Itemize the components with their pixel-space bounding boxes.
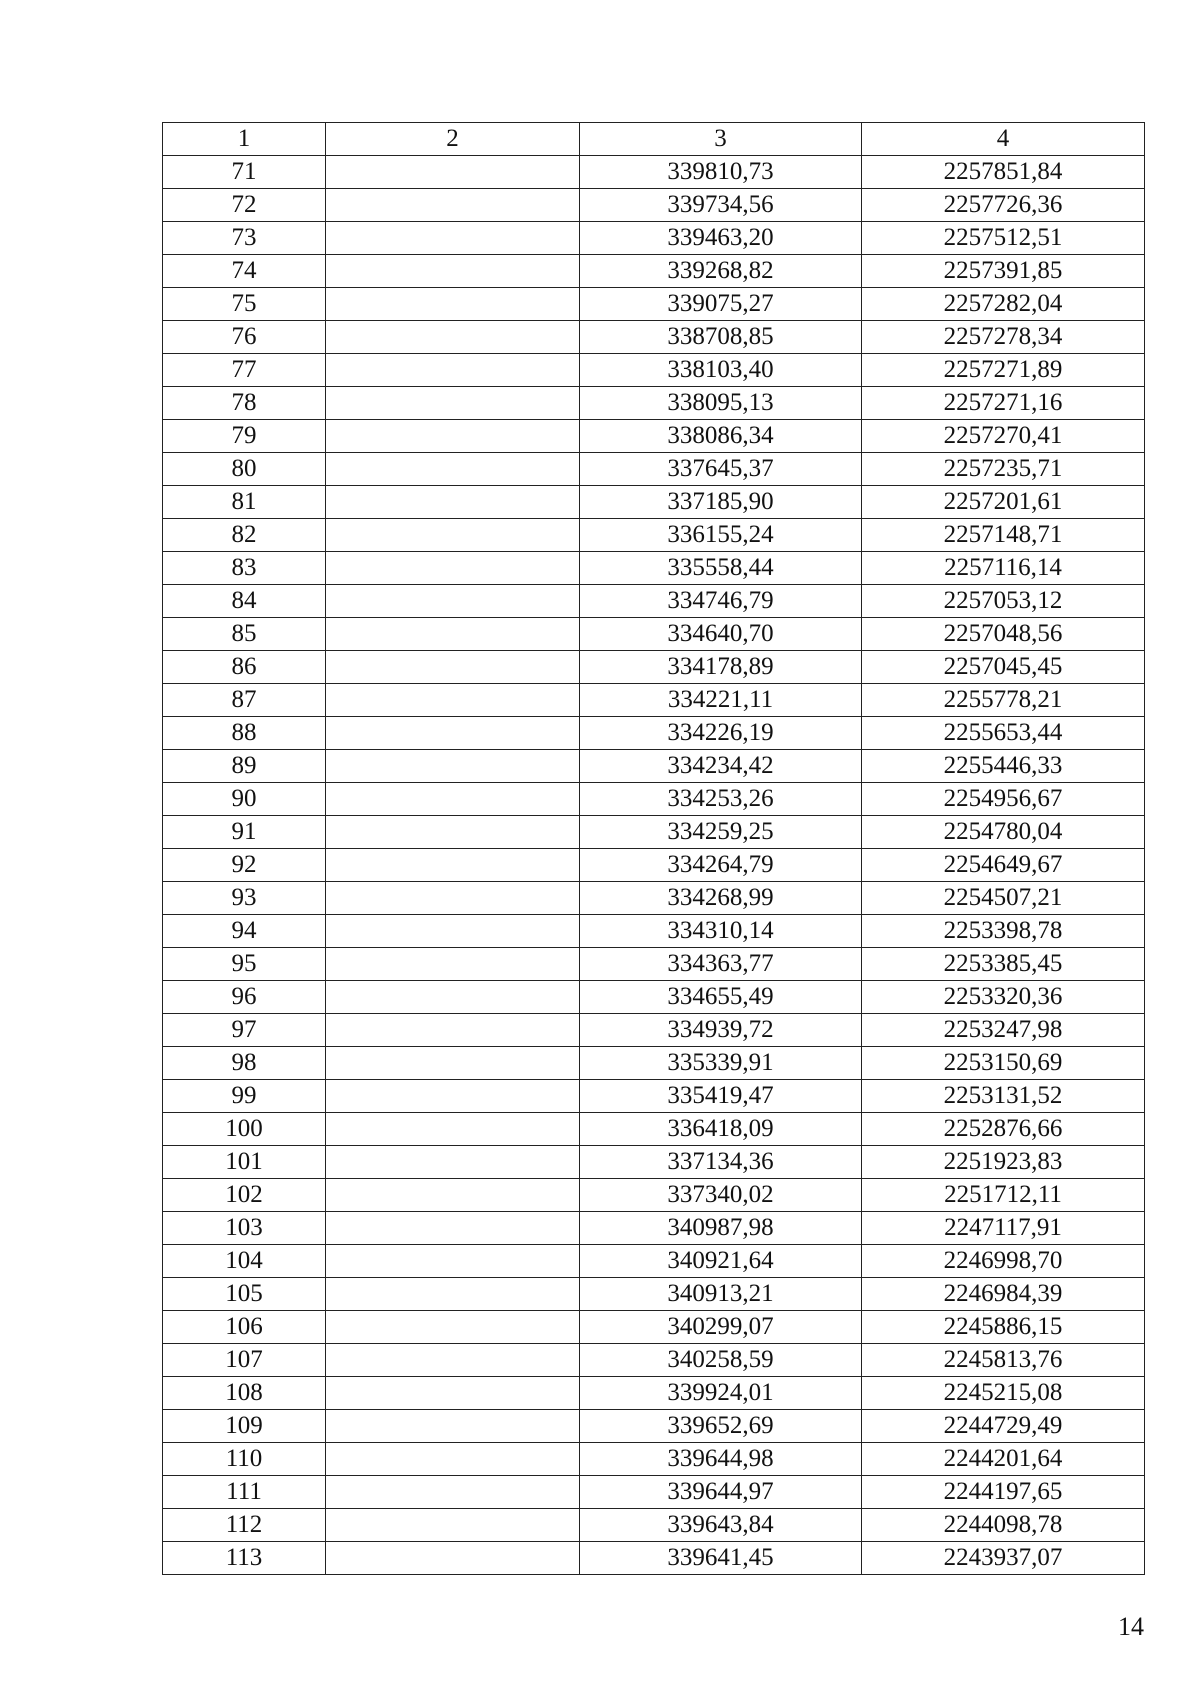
- empty-cell: [326, 1278, 580, 1311]
- empty-cell: [326, 1443, 580, 1476]
- y-coordinate-cell: 2245215,08: [862, 1377, 1145, 1410]
- y-coordinate-cell: 2254780,04: [862, 816, 1145, 849]
- y-coordinate-cell: 2257271,89: [862, 354, 1145, 387]
- x-coordinate-cell: 334264,79: [580, 849, 862, 882]
- empty-cell: [326, 816, 580, 849]
- empty-cell: [326, 948, 580, 981]
- y-coordinate-cell: 2245886,15: [862, 1311, 1145, 1344]
- point-number-cell: 71: [163, 156, 326, 189]
- x-coordinate-cell: 339643,84: [580, 1509, 862, 1542]
- empty-cell: [326, 1212, 580, 1245]
- table-row: [163, 717, 1145, 750]
- point-number-cell: 113: [163, 1542, 326, 1575]
- table-row: [163, 816, 1145, 849]
- point-number-cell: 81: [163, 486, 326, 519]
- point-number-cell: 79: [163, 420, 326, 453]
- point-number-cell: 80: [163, 453, 326, 486]
- point-number-cell: 102: [163, 1179, 326, 1212]
- table-row: [163, 915, 1145, 948]
- table-row: [163, 420, 1145, 453]
- y-coordinate-cell: 2257282,04: [862, 288, 1145, 321]
- empty-cell: [326, 849, 580, 882]
- y-coordinate-cell: 2253320,36: [862, 981, 1145, 1014]
- table-row: [163, 1377, 1145, 1410]
- point-number-cell: 108: [163, 1377, 326, 1410]
- y-coordinate-cell: 2255778,21: [862, 684, 1145, 717]
- table-row: [163, 684, 1145, 717]
- point-number-cell: 93: [163, 882, 326, 915]
- x-coordinate-cell: 334234,42: [580, 750, 862, 783]
- y-coordinate-cell: 2254956,67: [862, 783, 1145, 816]
- point-number-cell: 83: [163, 552, 326, 585]
- point-number-cell: 73: [163, 222, 326, 255]
- x-coordinate-cell: 338708,85: [580, 321, 862, 354]
- x-coordinate-cell: 335558,44: [580, 552, 862, 585]
- empty-cell: [326, 486, 580, 519]
- empty-cell: [326, 651, 580, 684]
- empty-cell: [326, 882, 580, 915]
- y-coordinate-cell: 2253247,98: [862, 1014, 1145, 1047]
- table-row: [163, 1212, 1145, 1245]
- x-coordinate-cell: 339644,97: [580, 1476, 862, 1509]
- point-number-cell: 111: [163, 1476, 326, 1509]
- empty-cell: [326, 717, 580, 750]
- table-row: [163, 585, 1145, 618]
- y-coordinate-cell: 2243937,07: [862, 1542, 1145, 1575]
- point-number-cell: 74: [163, 255, 326, 288]
- y-coordinate-cell: 2254649,67: [862, 849, 1145, 882]
- point-number-cell: 89: [163, 750, 326, 783]
- x-coordinate-cell: 334253,26: [580, 783, 862, 816]
- table-row: [163, 1014, 1145, 1047]
- table-body: [163, 156, 1145, 1575]
- x-coordinate-cell: 337185,90: [580, 486, 862, 519]
- point-number-cell: 82: [163, 519, 326, 552]
- table-row: [163, 321, 1145, 354]
- y-coordinate-cell: 2251923,83: [862, 1146, 1145, 1179]
- table-row: [163, 1146, 1145, 1179]
- y-coordinate-cell: 2255653,44: [862, 717, 1145, 750]
- x-coordinate-cell: 338103,40: [580, 354, 862, 387]
- table-row: [163, 1509, 1145, 1542]
- x-coordinate-cell: 339652,69: [580, 1410, 862, 1443]
- table-row: [163, 1443, 1145, 1476]
- empty-cell: [326, 1047, 580, 1080]
- x-coordinate-cell: 334310,14: [580, 915, 862, 948]
- table-row: [163, 1113, 1145, 1146]
- table-row: [163, 1476, 1145, 1509]
- empty-cell: [326, 981, 580, 1014]
- point-number-cell: 107: [163, 1344, 326, 1377]
- y-coordinate-cell: 2244197,65: [862, 1476, 1145, 1509]
- table-row: [163, 552, 1145, 585]
- table-row: [163, 453, 1145, 486]
- point-number-cell: 76: [163, 321, 326, 354]
- table-row: [163, 1410, 1145, 1443]
- table-row: [163, 1542, 1145, 1575]
- table-row: [163, 849, 1145, 882]
- empty-cell: [326, 1080, 580, 1113]
- point-number-cell: 91: [163, 816, 326, 849]
- point-number-cell: 75: [163, 288, 326, 321]
- point-number-cell: 110: [163, 1443, 326, 1476]
- y-coordinate-cell: 2257045,45: [862, 651, 1145, 684]
- point-number-cell: 105: [163, 1278, 326, 1311]
- x-coordinate-cell: 334221,11: [580, 684, 862, 717]
- empty-cell: [326, 1542, 580, 1575]
- empty-cell: [326, 1245, 580, 1278]
- y-coordinate-cell: 2257278,34: [862, 321, 1145, 354]
- table-row: [163, 354, 1145, 387]
- x-coordinate-cell: 339463,20: [580, 222, 862, 255]
- y-coordinate-cell: 2251712,11: [862, 1179, 1145, 1212]
- table-row: [163, 1179, 1145, 1212]
- point-number-cell: 72: [163, 189, 326, 222]
- x-coordinate-cell: 336155,24: [580, 519, 862, 552]
- point-number-cell: 112: [163, 1509, 326, 1542]
- x-coordinate-cell: 334259,25: [580, 816, 862, 849]
- y-coordinate-cell: 2257148,71: [862, 519, 1145, 552]
- empty-cell: [326, 1476, 580, 1509]
- y-coordinate-cell: 2246998,70: [862, 1245, 1145, 1278]
- x-coordinate-cell: 336418,09: [580, 1113, 862, 1146]
- table-row: [163, 519, 1145, 552]
- column-header-1: 1: [163, 123, 326, 156]
- table-row: [163, 1047, 1145, 1080]
- empty-cell: [326, 519, 580, 552]
- coordinates-table: [162, 122, 1145, 1575]
- y-coordinate-cell: 2244201,64: [862, 1443, 1145, 1476]
- x-coordinate-cell: 334363,77: [580, 948, 862, 981]
- point-number-cell: 77: [163, 354, 326, 387]
- point-number-cell: 87: [163, 684, 326, 717]
- column-header-4: 4: [862, 123, 1145, 156]
- table-row: [163, 1245, 1145, 1278]
- y-coordinate-cell: 2253150,69: [862, 1047, 1145, 1080]
- point-number-cell: 100: [163, 1113, 326, 1146]
- x-coordinate-cell: 334939,72: [580, 1014, 862, 1047]
- y-coordinate-cell: 2257048,56: [862, 618, 1145, 651]
- empty-cell: [326, 321, 580, 354]
- page-number: 14: [1118, 1612, 1144, 1641]
- x-coordinate-cell: 340299,07: [580, 1311, 862, 1344]
- y-coordinate-cell: 2257235,71: [862, 453, 1145, 486]
- empty-cell: [326, 288, 580, 321]
- x-coordinate-cell: 337340,02: [580, 1179, 862, 1212]
- point-number-cell: 78: [163, 387, 326, 420]
- table-row: [163, 618, 1145, 651]
- x-coordinate-cell: 334640,70: [580, 618, 862, 651]
- x-coordinate-cell: 339641,45: [580, 1542, 862, 1575]
- empty-cell: [326, 783, 580, 816]
- empty-cell: [326, 750, 580, 783]
- x-coordinate-cell: 338095,13: [580, 387, 862, 420]
- table-row: [163, 651, 1145, 684]
- table-row: [163, 189, 1145, 222]
- empty-cell: [326, 222, 580, 255]
- point-number-cell: 90: [163, 783, 326, 816]
- empty-cell: [326, 1377, 580, 1410]
- y-coordinate-cell: 2253398,78: [862, 915, 1145, 948]
- empty-cell: [326, 1146, 580, 1179]
- x-coordinate-cell: 334178,89: [580, 651, 862, 684]
- y-coordinate-cell: 2255446,33: [862, 750, 1145, 783]
- y-coordinate-cell: 2257201,61: [862, 486, 1145, 519]
- column-header-3: 3: [580, 123, 862, 156]
- y-coordinate-cell: 2253131,52: [862, 1080, 1145, 1113]
- empty-cell: [326, 915, 580, 948]
- empty-cell: [326, 1014, 580, 1047]
- empty-cell: [326, 1179, 580, 1212]
- y-coordinate-cell: 2257270,41: [862, 420, 1145, 453]
- y-coordinate-cell: 2246984,39: [862, 1278, 1145, 1311]
- empty-cell: [326, 585, 580, 618]
- column-header-2: 2: [326, 123, 580, 156]
- table-row: [163, 156, 1145, 189]
- y-coordinate-cell: 2257271,16: [862, 387, 1145, 420]
- point-number-cell: 96: [163, 981, 326, 1014]
- empty-cell: [326, 255, 580, 288]
- empty-cell: [326, 1509, 580, 1542]
- point-number-cell: 98: [163, 1047, 326, 1080]
- point-number-cell: 84: [163, 585, 326, 618]
- point-number-cell: 94: [163, 915, 326, 948]
- y-coordinate-cell: 2257116,14: [862, 552, 1145, 585]
- table-row: [163, 948, 1145, 981]
- point-number-cell: 85: [163, 618, 326, 651]
- table-row: [163, 1080, 1145, 1113]
- x-coordinate-cell: 338086,34: [580, 420, 862, 453]
- x-coordinate-cell: 335419,47: [580, 1080, 862, 1113]
- y-coordinate-cell: 2257512,51: [862, 222, 1145, 255]
- y-coordinate-cell: 2245813,76: [862, 1344, 1145, 1377]
- y-coordinate-cell: 2257391,85: [862, 255, 1145, 288]
- x-coordinate-cell: 335339,91: [580, 1047, 862, 1080]
- point-number-cell: 101: [163, 1146, 326, 1179]
- y-coordinate-cell: 2254507,21: [862, 882, 1145, 915]
- point-number-cell: 95: [163, 948, 326, 981]
- empty-cell: [326, 1311, 580, 1344]
- empty-cell: [326, 1410, 580, 1443]
- table-row: [163, 486, 1145, 519]
- table-row: [163, 387, 1145, 420]
- y-coordinate-cell: 2244729,49: [862, 1410, 1145, 1443]
- x-coordinate-cell: 340913,21: [580, 1278, 862, 1311]
- x-coordinate-cell: 339734,56: [580, 189, 862, 222]
- table-row: [163, 222, 1145, 255]
- x-coordinate-cell: 339268,82: [580, 255, 862, 288]
- table-row: [163, 783, 1145, 816]
- x-coordinate-cell: 339644,98: [580, 1443, 862, 1476]
- x-coordinate-cell: 340258,59: [580, 1344, 862, 1377]
- table-row: [163, 288, 1145, 321]
- empty-cell: [326, 1344, 580, 1377]
- table-row: [163, 1311, 1145, 1344]
- point-number-cell: 88: [163, 717, 326, 750]
- point-number-cell: 99: [163, 1080, 326, 1113]
- y-coordinate-cell: 2257726,36: [862, 189, 1145, 222]
- y-coordinate-cell: 2252876,66: [862, 1113, 1145, 1146]
- y-coordinate-cell: 2257053,12: [862, 585, 1145, 618]
- point-number-cell: 103: [163, 1212, 326, 1245]
- x-coordinate-cell: 334746,79: [580, 585, 862, 618]
- table-row: [163, 255, 1145, 288]
- table-row: [163, 981, 1145, 1014]
- y-coordinate-cell: 2253385,45: [862, 948, 1145, 981]
- empty-cell: [326, 684, 580, 717]
- empty-cell: [326, 552, 580, 585]
- x-coordinate-cell: 337134,36: [580, 1146, 862, 1179]
- point-number-cell: 104: [163, 1245, 326, 1278]
- point-number-cell: 109: [163, 1410, 326, 1443]
- x-coordinate-cell: 340987,98: [580, 1212, 862, 1245]
- x-coordinate-cell: 339075,27: [580, 288, 862, 321]
- y-coordinate-cell: 2244098,78: [862, 1509, 1145, 1542]
- table-row: [163, 1278, 1145, 1311]
- empty-cell: [326, 420, 580, 453]
- empty-cell: [326, 354, 580, 387]
- empty-cell: [326, 618, 580, 651]
- y-coordinate-cell: 2257851,84: [862, 156, 1145, 189]
- x-coordinate-cell: 334655,49: [580, 981, 862, 1014]
- point-number-cell: 92: [163, 849, 326, 882]
- table-row: [163, 750, 1145, 783]
- x-coordinate-cell: 334226,19: [580, 717, 862, 750]
- y-coordinate-cell: 2247117,91: [862, 1212, 1145, 1245]
- x-coordinate-cell: 339810,73: [580, 156, 862, 189]
- empty-cell: [326, 189, 580, 222]
- empty-cell: [326, 156, 580, 189]
- table-row: [163, 1344, 1145, 1377]
- point-number-cell: 106: [163, 1311, 326, 1344]
- empty-cell: [326, 1113, 580, 1146]
- point-number-cell: 97: [163, 1014, 326, 1047]
- x-coordinate-cell: 340921,64: [580, 1245, 862, 1278]
- x-coordinate-cell: 339924,01: [580, 1377, 862, 1410]
- x-coordinate-cell: 337645,37: [580, 453, 862, 486]
- point-number-cell: 86: [163, 651, 326, 684]
- table-row: [163, 882, 1145, 915]
- empty-cell: [326, 387, 580, 420]
- empty-cell: [326, 453, 580, 486]
- table-header-row: [163, 123, 1145, 156]
- x-coordinate-cell: 334268,99: [580, 882, 862, 915]
